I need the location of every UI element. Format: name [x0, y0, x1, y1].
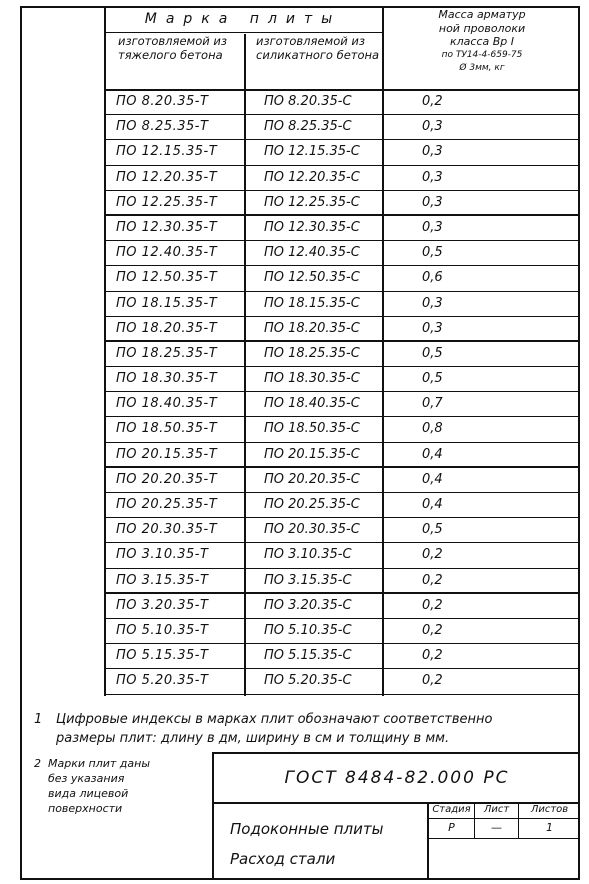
- silicate-concrete-brand: ПО 8.25.35-С: [264, 119, 352, 135]
- silicate-concrete-brand: ПО 12.50.35-С: [264, 270, 360, 286]
- mass-header-line-2: ной проволоки: [438, 21, 526, 35]
- heavy-concrete-brand: ПО 20.20.35-Т: [116, 471, 218, 487]
- steel-mass-value: 0,2: [422, 648, 443, 664]
- steel-mass-value: 0,3: [422, 169, 443, 185]
- sheets-label: Листов: [519, 802, 580, 819]
- heavy-concrete-brand: ПО 18.50.35-Т: [116, 421, 218, 437]
- sheets-cell: [519, 802, 580, 838]
- table-row: [104, 266, 580, 291]
- heavy-concrete-brand: ПО 5.15.35-Т: [116, 648, 209, 664]
- note-1-line-2: размеры плит: длину в дм, ширину в см и толщину в мм.: [56, 731, 450, 746]
- heavy-concrete-brand: ПО 8.25.35-Т: [116, 119, 209, 135]
- silicate-concrete-brand: ПО 12.15.35-С: [264, 144, 360, 160]
- heavy-concrete-brand: ПО 20.30.35-Т: [116, 522, 218, 538]
- note-2-line-3: вида лицевой: [48, 787, 129, 800]
- silicate-concrete-brand: ПО 5.10.35-С: [264, 622, 352, 638]
- heavy-concrete-brand: ПО 18.30.35-Т: [116, 371, 218, 387]
- header-rule: [104, 32, 382, 33]
- table-row: [104, 191, 580, 216]
- document-name: [230, 818, 383, 870]
- table-row: [104, 292, 580, 317]
- table-row: [104, 543, 580, 568]
- mass-header-line-5: Ø 3мм, кг: [459, 63, 505, 73]
- table-body: [104, 90, 580, 695]
- mass-header-line-1: Масса арматур: [438, 8, 526, 21]
- silicate-concrete-brand: ПО 20.20.35-С: [264, 471, 360, 487]
- sheet-value: —: [491, 821, 502, 834]
- note-2-line-1: Марки плит даны: [48, 757, 151, 770]
- heavy-concrete-brand: ПО 12.15.35-Т: [116, 144, 218, 160]
- heavy-concrete-brand: ПО 18.40.35-Т: [116, 396, 218, 412]
- brand-header: Марка плиты: [144, 11, 342, 27]
- table-row: [104, 367, 580, 392]
- steel-mass-value: 0,2: [422, 547, 443, 563]
- steel-mass-value: 0,7: [422, 396, 443, 412]
- heavy-concrete-brand: ПО 3.20.35-Т: [116, 597, 209, 613]
- steel-mass-value: 0,2: [422, 94, 443, 109]
- table-row: [104, 115, 580, 140]
- steel-mass-value: 0,3: [422, 219, 443, 235]
- steel-mass-value: 0,2: [422, 622, 443, 638]
- table-row: [104, 140, 580, 165]
- document-name-line-2: Расход стали: [230, 850, 336, 868]
- table-row: [104, 493, 580, 518]
- steel-mass-value: 0,3: [422, 295, 443, 311]
- table-row: [104, 569, 580, 594]
- silicate-concrete-brand: ПО 3.20.35-С: [264, 597, 352, 613]
- silicate-concrete-brand: ПО 8.20.35-С: [264, 94, 352, 109]
- heavy-concrete-brand: ПО 5.10.35-Т: [116, 622, 209, 638]
- silicate-concrete-brand: ПО 5.15.35-С: [264, 648, 352, 664]
- silicate-concrete-brand: ПО 3.10.35-С: [264, 547, 352, 563]
- heavy-concrete-brand: ПО 20.15.35-Т: [116, 446, 218, 462]
- steel-mass-value: 0,5: [422, 245, 443, 261]
- table-row: [104, 392, 580, 417]
- row-rule: [104, 694, 580, 695]
- note-2: [34, 756, 204, 816]
- table-row: [104, 644, 580, 669]
- silicate-concrete-brand: ПО 20.30.35-С: [264, 522, 360, 538]
- steel-mass-value: 0,3: [422, 119, 443, 135]
- title-block: [212, 752, 580, 880]
- steel-mass-value: 0,5: [422, 371, 443, 387]
- silicate-concrete-brand: ПО 5.20.35-С: [264, 673, 352, 689]
- heavy-concrete-header: [118, 34, 242, 88]
- silicate-concrete-brand: ПО 18.25.35-С: [264, 345, 360, 361]
- steel-mass-value: 0,2: [422, 572, 443, 588]
- mass-header-line-3: класса Вр I: [449, 35, 515, 48]
- heavy-concrete-header-text: изготовляемой из тяжелого бетона: [118, 34, 227, 62]
- sheet-label: Лист: [475, 802, 518, 819]
- stage-cell: [429, 802, 475, 838]
- document-code: ГОСТ 8484-82.000 РС: [214, 754, 580, 804]
- steel-mass-value: 0,3: [422, 144, 443, 160]
- steel-mass-value: 0,3: [422, 194, 443, 210]
- note-1-line-1: Цифровые индексы в марках плит обозначают соответственно: [56, 712, 493, 727]
- silicate-concrete-brand: ПО 3.15.35-С: [264, 572, 352, 588]
- table-row: [104, 619, 580, 644]
- steel-mass-value: 0,2: [422, 673, 443, 689]
- silicate-concrete-brand: ПО 12.25.35-С: [264, 194, 360, 210]
- table-row: [104, 317, 580, 342]
- table-row: [104, 417, 580, 442]
- silicate-concrete-brand: ПО 12.40.35-С: [264, 245, 360, 261]
- silicate-concrete-header: [256, 34, 380, 88]
- steel-mass-value: 0,8: [422, 421, 443, 437]
- silicate-concrete-brand: ПО 18.15.35-С: [264, 295, 360, 311]
- stage-value: Р: [448, 821, 455, 834]
- sheet-cell: [475, 802, 519, 838]
- heavy-concrete-brand: ПО 8.20.35-Т: [116, 94, 209, 109]
- note-2-line-4: поверхности: [48, 802, 123, 815]
- silicate-concrete-brand: ПО 12.30.35-С: [264, 219, 360, 235]
- heavy-concrete-brand: ПО 12.30.35-Т: [116, 219, 218, 235]
- mass-header: [384, 6, 580, 88]
- heavy-concrete-brand: ПО 12.20.35-Т: [116, 169, 218, 185]
- heavy-concrete-brand: ПО 12.25.35-Т: [116, 194, 218, 210]
- table-row: [104, 241, 580, 266]
- heavy-concrete-brand: ПО 3.15.35-Т: [116, 572, 209, 588]
- table-row: [104, 518, 580, 543]
- table-row: [104, 443, 580, 468]
- document-name-line-1: Подоконные плиты: [230, 820, 384, 838]
- silicate-concrete-brand: ПО 18.30.35-С: [264, 371, 360, 387]
- stamp-grid: [427, 802, 580, 838]
- table-row: [104, 468, 580, 493]
- steel-mass-value: 0,5: [422, 345, 443, 361]
- silicate-concrete-brand: ПО 12.20.35-С: [264, 169, 360, 185]
- steel-mass-value: 0,5: [422, 522, 443, 538]
- silicate-concrete-brand: ПО 18.50.35-С: [264, 421, 360, 437]
- steel-mass-value: 0,4: [422, 497, 443, 512]
- note-1-number: 1: [34, 712, 43, 727]
- steel-mass-value: 0,4: [422, 446, 443, 462]
- heavy-concrete-brand: ПО 3.10.35-Т: [116, 547, 209, 563]
- silicate-concrete-brand: ПО 18.40.35-С: [264, 396, 360, 412]
- note-1: [34, 710, 574, 748]
- steel-mass-value: 0,2: [422, 597, 443, 613]
- table-row: [104, 90, 580, 115]
- mass-header-line-4: по ТУ14-4-659-75: [441, 49, 523, 60]
- silicate-concrete-brand: ПО 20.15.35-С: [264, 446, 360, 462]
- heavy-concrete-brand: ПО 12.40.35-Т: [116, 245, 218, 261]
- silicate-concrete-header-text: изготовляемой из силикатного бетона: [256, 34, 380, 62]
- heavy-concrete-brand: ПО 12.50.35-Т: [116, 270, 218, 286]
- heavy-concrete-brand: ПО 18.20.35-Т: [116, 320, 218, 336]
- heavy-concrete-brand: ПО 20.25.35-Т: [116, 497, 218, 512]
- steel-mass-value: 0,4: [422, 471, 443, 487]
- note-2-number: 2: [34, 757, 41, 770]
- silicate-concrete-brand: ПО 20.25.35-С: [264, 497, 360, 512]
- heavy-concrete-brand: ПО 18.25.35-Т: [116, 345, 218, 361]
- table-row: [104, 594, 580, 619]
- silicate-concrete-brand: ПО 18.20.35-С: [264, 320, 360, 336]
- sheets-value: 1: [546, 821, 553, 834]
- steel-consumption-table: [104, 6, 580, 696]
- steel-mass-value: 0,6: [422, 270, 443, 286]
- heavy-concrete-brand: ПО 5.20.35-Т: [116, 673, 209, 689]
- stamp-lower-cell: [427, 838, 580, 880]
- heavy-concrete-brand: ПО 18.15.35-Т: [116, 295, 218, 311]
- table-row: [104, 669, 580, 694]
- table-row: [104, 342, 580, 367]
- table-row: [104, 166, 580, 191]
- note-2-line-2: без указания: [48, 772, 125, 785]
- stage-label: Стадия: [429, 802, 474, 819]
- steel-mass-value: 0,3: [422, 320, 443, 336]
- table-row: [104, 216, 580, 241]
